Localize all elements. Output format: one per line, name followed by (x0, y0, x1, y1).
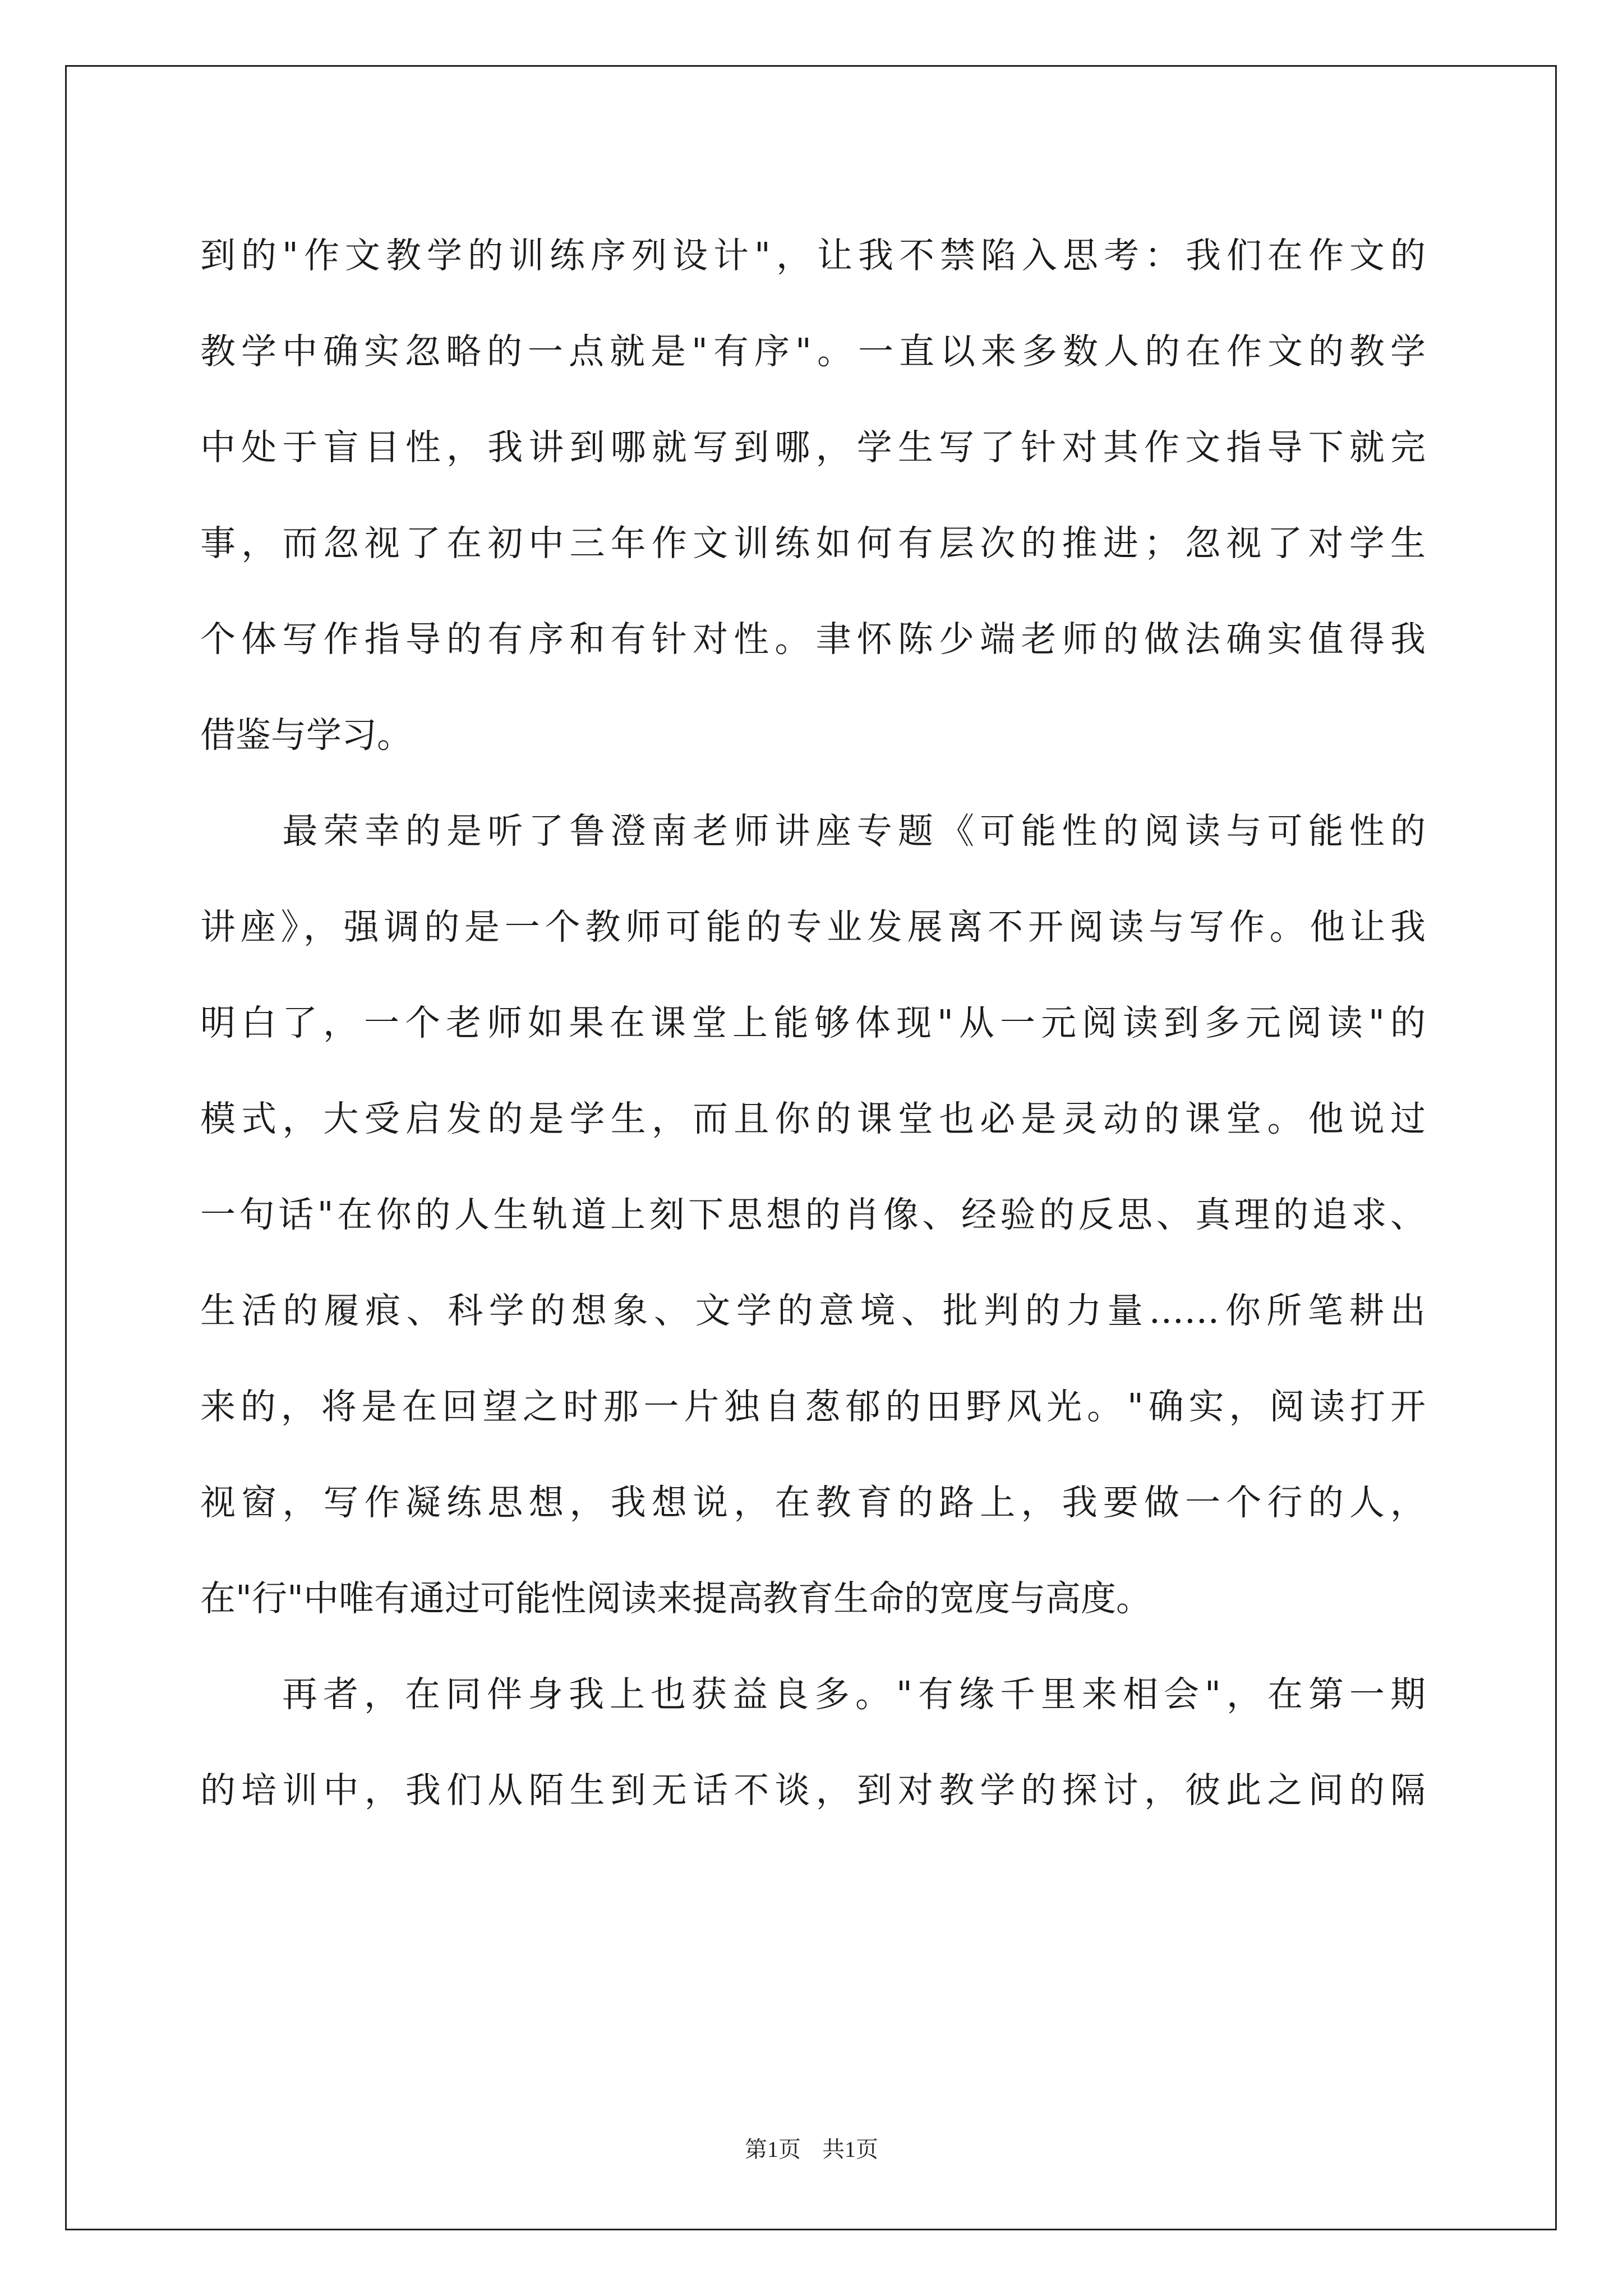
text-line: 再者，在同伴身我上也获益良多。"有缘千里来相会"，在第一期 (200, 1674, 1426, 1715)
document-body (200, 208, 1426, 1838)
text-line: 个体写作指导的有序和有针对性。聿怀陈少端老师的做法确实值得我 (200, 619, 1426, 660)
text-line: 视窗，写作凝练思想，我想说，在教育的路上，我要做一个行的人， (200, 1482, 1426, 1523)
text-line: 中处于盲目性，我讲到哪就写到哪，学生写了针对其作文指导下就完 (200, 427, 1426, 468)
text-line: 教学中确实忽略的一点就是"有序"。一直以来多数人的在作文的教学 (200, 331, 1426, 372)
text-line: 借鉴与学习。 (200, 715, 412, 756)
text-line: 到的"作文教学的训练序列设计"，让我不禁陷入思考：我们在作文的 (200, 235, 1426, 276)
text-line: 一句话"在你的人生轨道上刻下思想的肖像、经验的反思、真理的追求、 (200, 1194, 1426, 1235)
text-line: 来的，将是在回望之时那一片独自葱郁的田野风光。"确实，阅读打开 (200, 1386, 1426, 1427)
page-number: 第1页 (745, 2137, 801, 2162)
text-line: 生活的履痕、科学的想象、文学的意境、批判的力量……你所笔耕出 (200, 1290, 1426, 1331)
text-line: 讲座》，强调的是一个教师可能的专业发展离不开阅读与写作。他让我 (200, 907, 1426, 947)
text-line: 的培训中，我们从陌生到无话不谈，到对教学的探讨，彼此之间的隔 (200, 1770, 1426, 1811)
page-total: 共1页 (822, 2137, 878, 2162)
page-footer (0, 2132, 1623, 2164)
text-line: 明白了，一个老师如果在课堂上能够体现"从一元阅读到多元阅读"的 (200, 1002, 1426, 1043)
text-line: 模式，大受启发的是学生，而且你的课堂也必是灵动的课堂。他说过 (200, 1098, 1426, 1139)
text-line: 在"行"中唯有通过可能性阅读来提高教育生命的宽度与高度。 (200, 1578, 1151, 1619)
text-line: 事，而忽视了在初中三年作文训练如何有层次的推进；忽视了对学生 (200, 523, 1426, 564)
text-line: 最荣幸的是听了鲁澄南老师讲座专题《可能性的阅读与可能性的 (200, 811, 1426, 852)
